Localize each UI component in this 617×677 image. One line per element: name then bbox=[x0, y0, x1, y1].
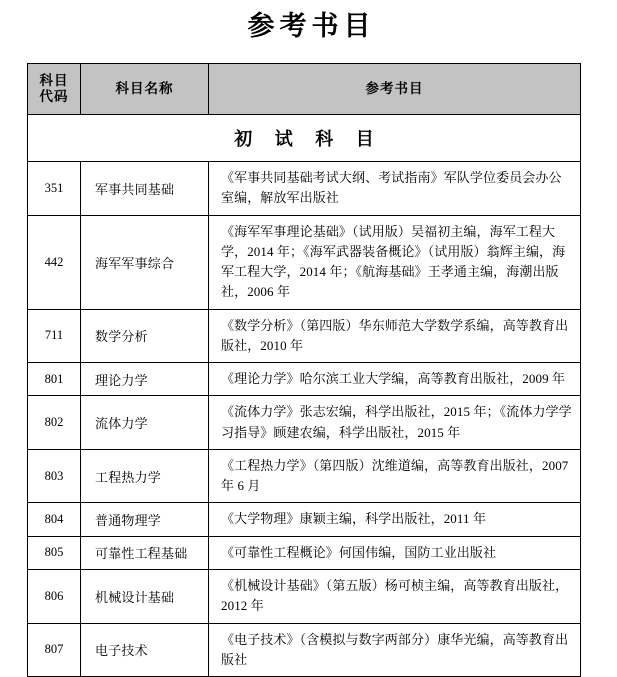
cell-subject-name: 工程热力学 bbox=[81, 449, 209, 503]
cell-reference-books: 《电子技术》（含模拟与数字两部分）康华光编，高等教育出版社 bbox=[209, 623, 581, 677]
cell-subject-code: 805 bbox=[28, 536, 81, 569]
column-header-subject-code-line2: 代码 bbox=[39, 89, 69, 104]
table-row bbox=[28, 623, 581, 677]
cell-reference-books: 《理论力学》哈尔滨工业大学编，高等教育出版社，2009 年 bbox=[209, 363, 581, 396]
cell-subject-name: 流体力学 bbox=[81, 396, 209, 450]
cell-subject-name: 可靠性工程基础 bbox=[81, 536, 209, 569]
cell-reference-books: 《机械设计基础》（第五版）杨可桢主编，高等教育出版社，2012 年 bbox=[209, 569, 581, 623]
table-section-heading: 初 试 科 目 bbox=[28, 115, 581, 162]
page-title: 参考书目 bbox=[247, 11, 376, 41]
cell-reference-books: 《军事共同基础考试大纲、考试指南》军队学位委员会办公室编，解放军出版社 bbox=[209, 162, 581, 216]
cell-subject-name: 机械设计基础 bbox=[81, 569, 209, 623]
table-row bbox=[28, 536, 581, 569]
table-row bbox=[28, 162, 581, 216]
cell-subject-name: 普通物理学 bbox=[81, 503, 209, 536]
table-body bbox=[28, 115, 581, 677]
table-row bbox=[28, 363, 581, 396]
column-header-subject-code-line1: 科目 bbox=[39, 72, 69, 88]
cell-reference-books: 《可靠性工程概论》何国伟编，国防工业出版社 bbox=[209, 536, 581, 569]
cell-subject-name: 军事共同基础 bbox=[81, 162, 209, 216]
cell-subject-code: 351 bbox=[28, 162, 81, 216]
column-header-subject-code bbox=[28, 64, 81, 115]
table-row bbox=[28, 215, 581, 309]
table-row bbox=[28, 503, 581, 536]
table-header-row bbox=[28, 64, 581, 115]
table-row bbox=[28, 396, 581, 450]
cell-subject-name: 理论力学 bbox=[81, 363, 209, 396]
table-row bbox=[28, 449, 581, 503]
cell-reference-books: 《工程热力学》（第四版）沈维道编，高等教育出版社，2007 年 6 月 bbox=[209, 449, 581, 503]
bibliography-table bbox=[27, 63, 581, 677]
cell-subject-code: 711 bbox=[28, 309, 81, 363]
cell-subject-name: 海军军事综合 bbox=[81, 215, 209, 309]
cell-subject-code: 802 bbox=[28, 396, 81, 450]
cell-subject-name: 数学分析 bbox=[81, 309, 209, 363]
cell-subject-name: 电子技术 bbox=[81, 623, 209, 677]
table-section-heading-row bbox=[28, 115, 581, 162]
cell-subject-code: 806 bbox=[28, 569, 81, 623]
table-header bbox=[28, 64, 581, 115]
cell-reference-books: 《大学物理》康颖主编，科学出版社，2011 年 bbox=[209, 503, 581, 536]
table-row bbox=[28, 309, 581, 363]
table-row bbox=[28, 569, 581, 623]
cell-subject-code: 442 bbox=[28, 215, 81, 309]
cell-subject-code: 801 bbox=[28, 363, 81, 396]
cell-reference-books: 《海军军事理论基础》（试用版）吴福初主编，海军工程大学，2014 年；《海军武器装备概论》（试用版）翁辉主编，海军工程大学，2014 年；《航海基础》王孝通主编，海潮出版社，2006 年 bbox=[209, 215, 581, 309]
cell-reference-books: 《数学分析》（第四版）华东师范大学数学系编，高等教育出版社，2010 年 bbox=[209, 309, 581, 363]
cell-subject-code: 807 bbox=[28, 623, 81, 677]
column-header-reference-books: 参考书目 bbox=[209, 64, 581, 115]
cell-subject-code: 803 bbox=[28, 449, 81, 503]
cell-reference-books: 《流体力学》张志宏编，科学出版社，2015 年；《流体力学学习指导》顾建农编，科学出版社，2015 年 bbox=[209, 396, 581, 450]
cell-subject-code: 804 bbox=[28, 503, 81, 536]
bibliography-table-container bbox=[27, 63, 580, 677]
column-header-subject-name: 科目名称 bbox=[81, 64, 209, 115]
